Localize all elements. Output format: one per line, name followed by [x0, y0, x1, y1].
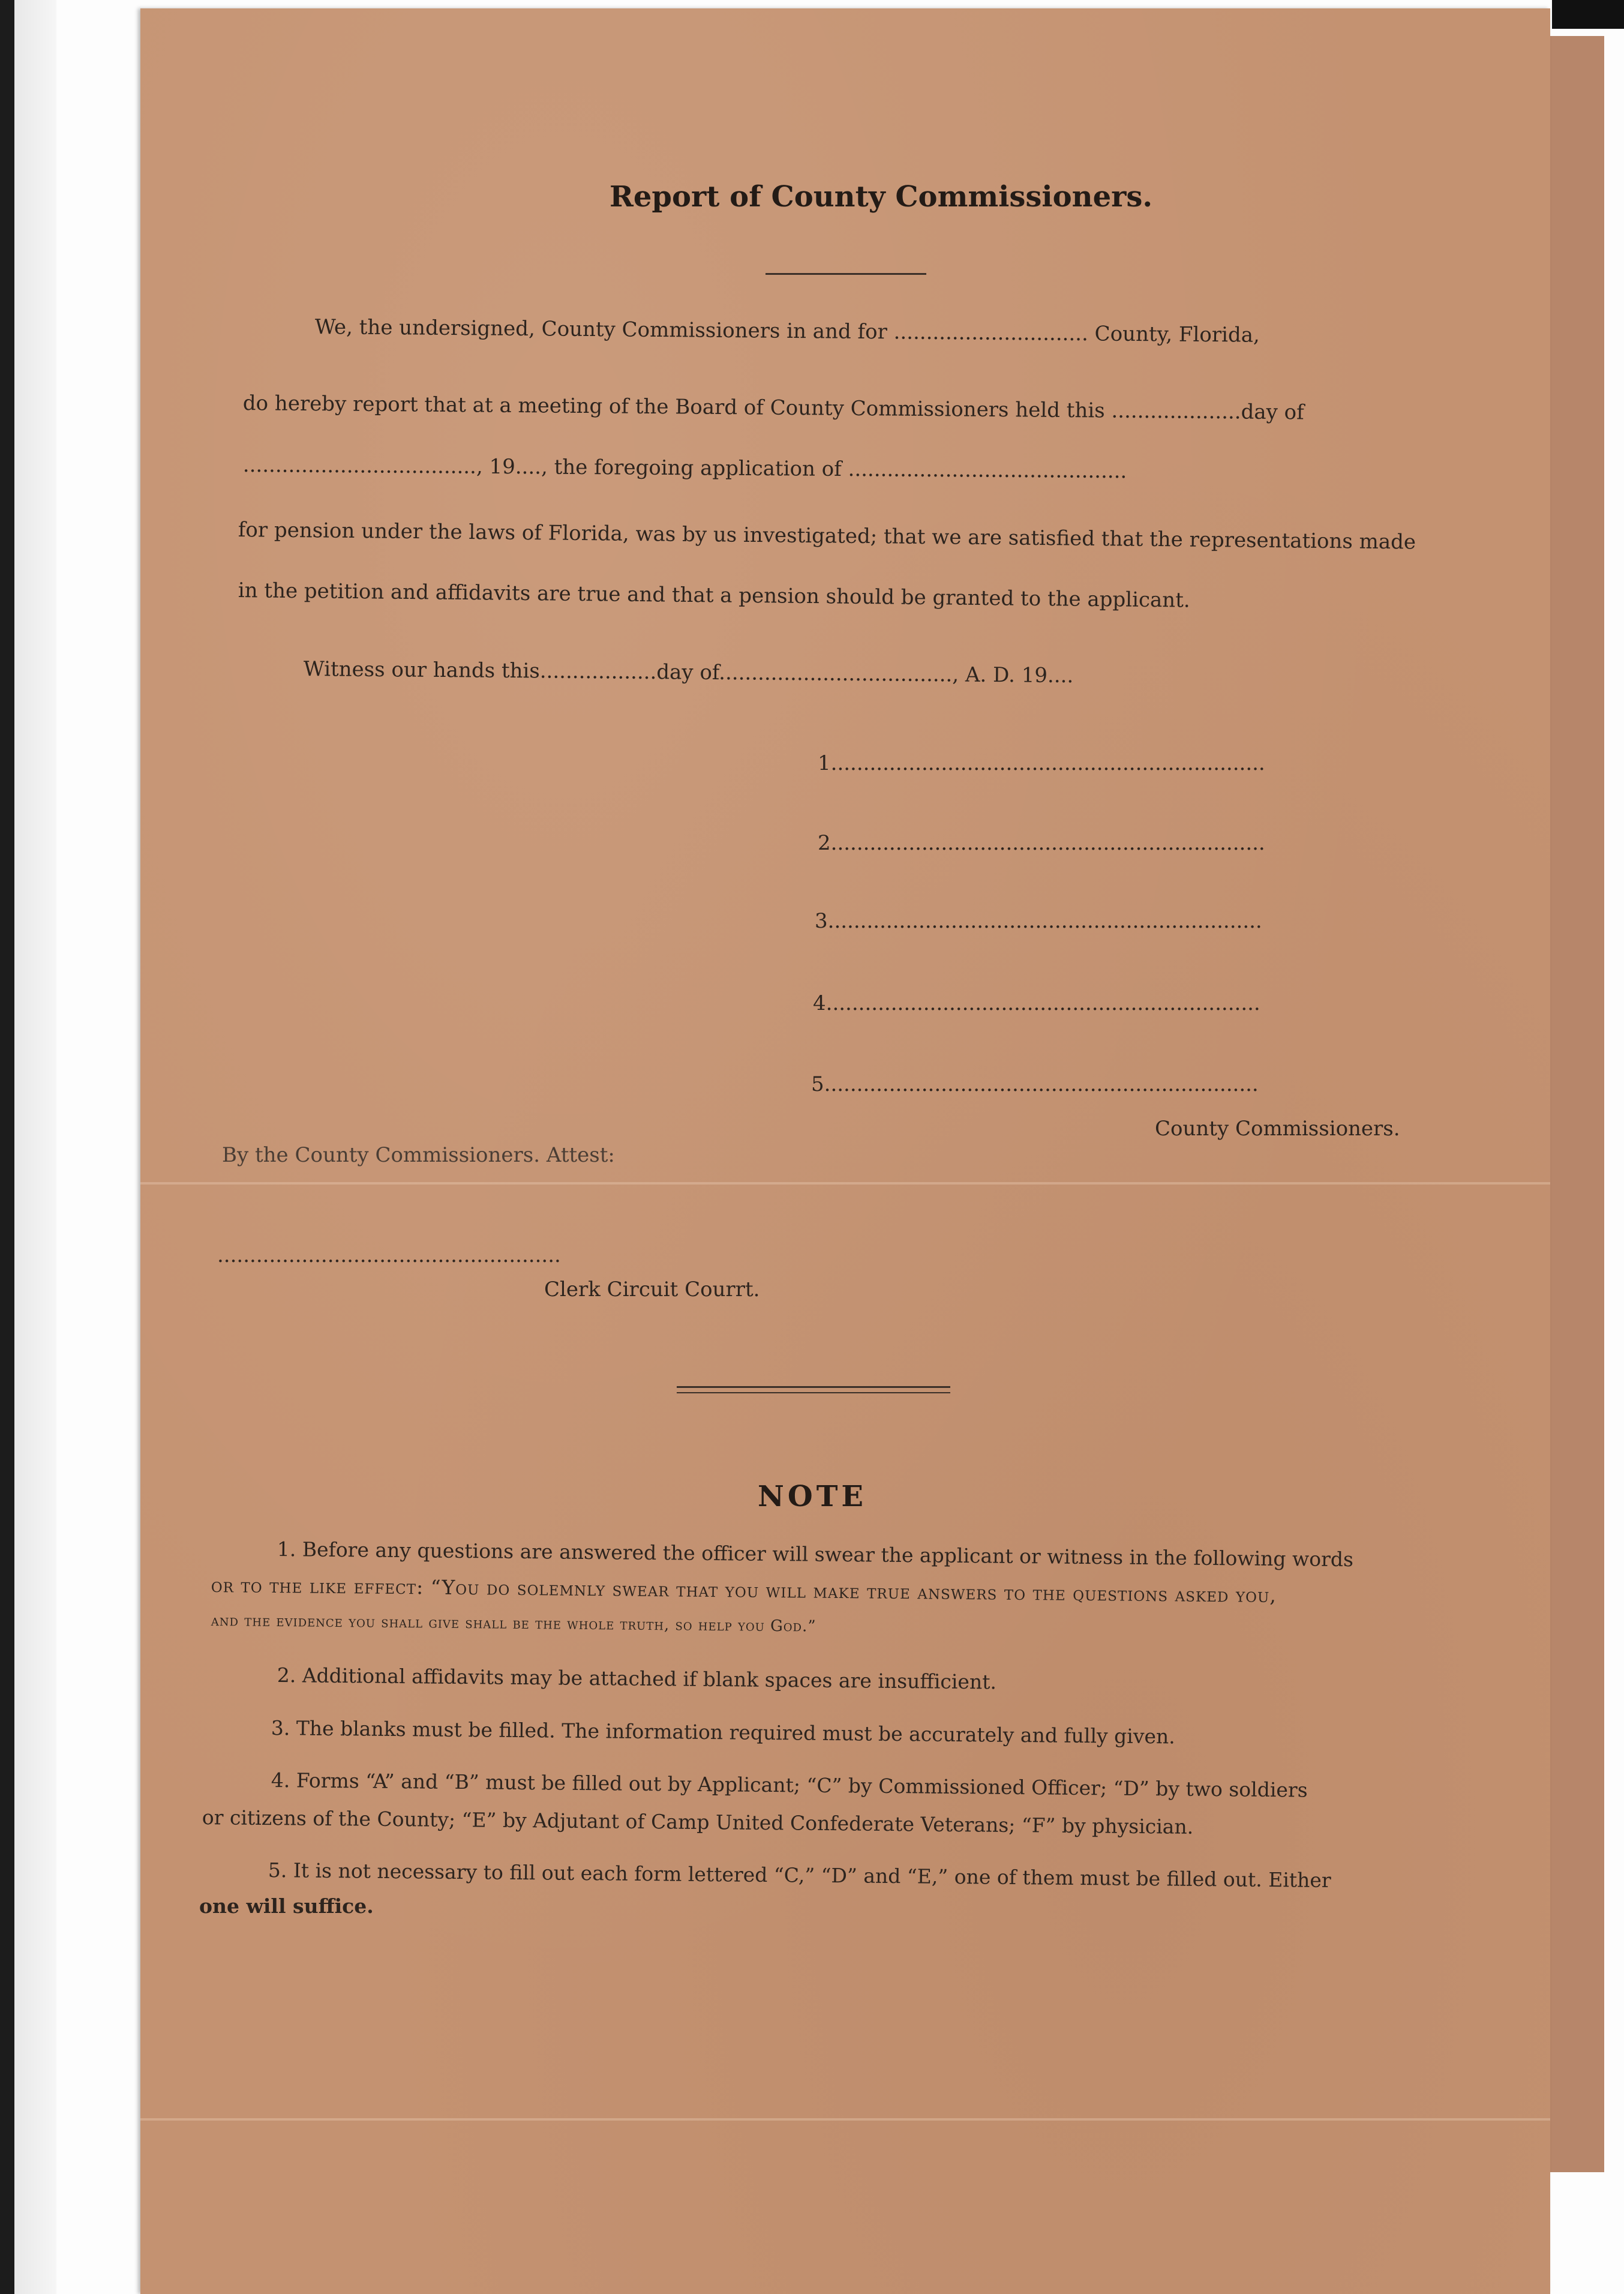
note-item-5-line-1: 5. It is not necessary to fill out each form lettered “C,” “D” and “E,” one of them must be filled out. Either	[268, 1858, 1331, 1893]
report-line-2: do hereby report that at a meeting of the Board of County Commissioners held this ....................day of	[242, 391, 1304, 425]
note-item-4-line-2: or citizens of the County; “E” by Adjutant of Camp United Confederate Veterans; “F” by physician.	[202, 1806, 1194, 1839]
clerk-signature-line: .....................................................	[217, 1243, 561, 1267]
report-line-5: in the petition and affidavits are true and that a pension should be granted to the applicant.	[238, 578, 1190, 613]
signature-line-3: 3...................................................................	[815, 909, 1262, 933]
report-title: Report of County Commissioners.	[610, 180, 1153, 214]
signature-line-5: 5...................................................................	[811, 1072, 1259, 1096]
witness-line: Witness our hands this..................day of...................................., A. D. 19....	[303, 657, 1074, 688]
note-item-5-line-2: one will suffice.	[199, 1894, 374, 1918]
scanner-border-left	[0, 0, 14, 2294]
report-line-4: for pension under the laws of Florida, was by us investigated; that we are satisfied that the representations made	[238, 518, 1416, 554]
commissioners-label: County Commissioners.	[1155, 1117, 1400, 1141]
underlying-sheet-edge	[1550, 36, 1604, 2172]
signature-line-2: 2...................................................................	[818, 831, 1265, 855]
section-divider-top	[677, 1386, 950, 1388]
note-item-3: 3. The blanks must be filled. The information required must be accurately and fully given.	[271, 1716, 1175, 1749]
note-item-1-line-1: 1. Before any questions are answered the officer will swear the applicant or witness in the following words	[277, 1537, 1354, 1572]
paper-fold	[140, 2118, 1550, 2121]
section-divider-bottom	[677, 1392, 950, 1393]
clerk-label: Clerk Circuit Courrt.	[544, 1278, 760, 1302]
signature-line-4: 4...................................................................	[813, 991, 1260, 1015]
paper-fold	[140, 1182, 1550, 1185]
note-item-1-line-2: or to the like effect: “You do solemnly swear that you will make true answers to the questions asked you,	[211, 1573, 1277, 1608]
scanner-border-top-right	[1552, 0, 1624, 29]
signature-line-1: 1...................................................................	[818, 751, 1265, 775]
attest-line: By the County Commissioners. Attest:	[222, 1143, 615, 1167]
note-item-1-line-3: and the evidence you shall give shall be the whole truth, so help you God.”	[211, 1612, 816, 1636]
note-item-2: 2. Additional affidavits may be attached if blank spaces are insufficient.	[277, 1663, 997, 1694]
report-line-3: ...................................., 19...., the foregoing application of ...........................................	[242, 453, 1127, 484]
note-item-4-line-1: 4. Forms “A” and “B” must be filled out by Applicant; “C” by Commissioned Officer; “D” by two soldiers	[271, 1768, 1308, 1802]
report-line-1: We, the undersigned, County Commissioners in and for .............................. County, Florida,	[314, 315, 1260, 347]
title-divider	[766, 273, 926, 275]
note-title: NOTE	[758, 1480, 867, 1513]
scanner-margin	[14, 0, 56, 2294]
